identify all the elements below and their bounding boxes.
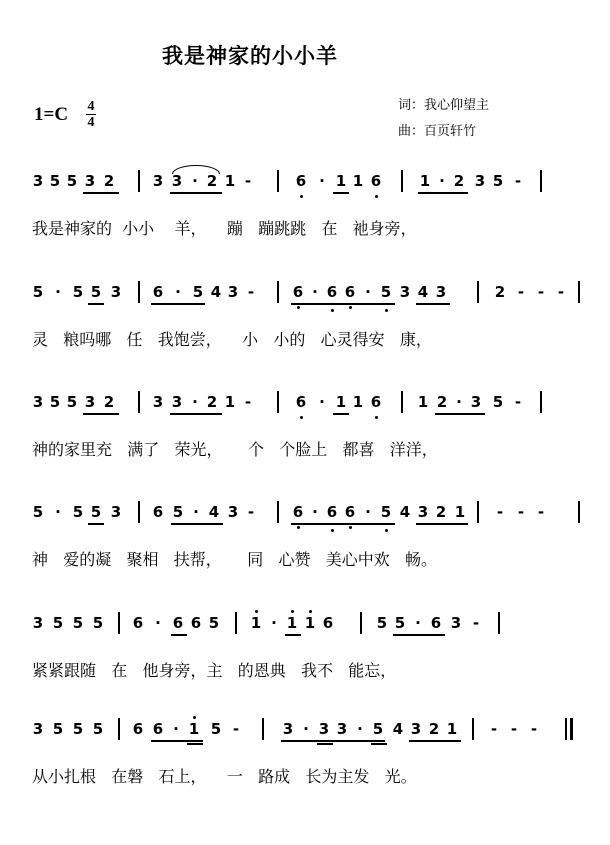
note: - <box>247 503 255 521</box>
underline <box>88 523 104 525</box>
underline <box>151 740 203 742</box>
note: 4 <box>392 720 404 738</box>
lyrics-line: 紧紧跟随 在 他身旁，主 的恩典 我不 能忘， <box>32 661 397 680</box>
note: 2 <box>494 283 506 301</box>
score-system-5 <box>0 610 610 720</box>
note: · <box>55 283 61 301</box>
tie <box>172 165 220 174</box>
notation-line <box>0 279 610 309</box>
note: 6 <box>370 393 382 411</box>
notation-line <box>0 168 610 198</box>
note: · <box>365 503 371 521</box>
note: - <box>517 503 525 521</box>
low-octave-dot <box>300 195 303 198</box>
note: 1 <box>188 720 200 738</box>
note: - <box>472 614 480 632</box>
note: 5 <box>376 614 388 632</box>
note: 5 <box>49 172 61 190</box>
note: 5 <box>92 720 104 738</box>
underline <box>416 523 468 525</box>
underline <box>333 192 349 194</box>
underline <box>281 740 385 742</box>
note: · <box>303 720 309 738</box>
notation-line <box>0 499 610 529</box>
barline <box>118 612 120 634</box>
note: 3 <box>84 172 96 190</box>
note: - <box>530 720 538 738</box>
note: 1 <box>352 172 364 190</box>
low-octave-dot <box>385 529 388 532</box>
barline <box>578 501 580 523</box>
note: 5 <box>49 393 61 411</box>
note: 1 <box>454 503 466 521</box>
note: 5 <box>66 393 78 411</box>
note: 1 <box>446 720 458 738</box>
note: · <box>192 393 198 411</box>
note: - <box>517 283 525 301</box>
note: · <box>365 283 371 301</box>
note: 6 <box>326 283 338 301</box>
underline <box>416 303 450 305</box>
note: 3 <box>336 720 348 738</box>
barline <box>277 281 279 303</box>
barline <box>360 612 362 634</box>
note: · <box>312 503 318 521</box>
underline <box>418 192 468 194</box>
note: 2 <box>453 172 465 190</box>
underline <box>88 303 104 305</box>
barline <box>138 391 140 413</box>
note: · <box>193 503 199 521</box>
note: - <box>537 503 545 521</box>
note: 5 <box>92 614 104 632</box>
underline <box>393 634 445 636</box>
underline <box>291 523 395 525</box>
lyrics-line: 灵 粮吗哪 任 我饱尝， 小 小的 心灵得安 康， <box>32 330 432 349</box>
note: - <box>514 172 522 190</box>
notation-line <box>0 716 610 746</box>
note: - <box>514 393 522 411</box>
note: 3 <box>227 503 239 521</box>
score-system-6 <box>0 716 610 826</box>
note: 1 <box>224 172 236 190</box>
note: - <box>537 283 545 301</box>
note: 6 <box>292 283 304 301</box>
key-signature: 1=C <box>34 104 69 125</box>
barline <box>235 612 237 634</box>
note: 5 <box>380 283 392 301</box>
score-system-2 <box>0 279 610 389</box>
note: 5 <box>192 283 204 301</box>
note: 5 <box>72 283 84 301</box>
underline <box>317 743 333 745</box>
underline <box>151 303 205 305</box>
note: 6 <box>322 614 334 632</box>
underline <box>371 743 387 745</box>
note: - <box>490 720 498 738</box>
note: 3 <box>318 720 330 738</box>
note: 1 <box>335 393 347 411</box>
high-octave-dot <box>291 610 294 613</box>
note: 1 <box>419 172 431 190</box>
underline <box>435 413 485 415</box>
note: 6 <box>152 720 164 738</box>
underline <box>333 413 349 415</box>
note: 3 <box>171 172 183 190</box>
note: 2 <box>103 172 115 190</box>
note: 5 <box>32 283 44 301</box>
note: · <box>173 720 179 738</box>
note: 3 <box>417 503 429 521</box>
underline <box>171 523 223 525</box>
note: · <box>439 172 445 190</box>
note: 5 <box>492 393 504 411</box>
low-octave-dot <box>375 195 378 198</box>
lyrics-line: 神 爱的凝 聚相 扶帮， 同 心赞 美心中欢 畅。 <box>32 550 437 569</box>
barline <box>540 391 542 413</box>
barline <box>277 501 279 523</box>
barline <box>578 281 580 303</box>
note: · <box>192 172 198 190</box>
note: 3 <box>227 283 239 301</box>
note: 5 <box>52 720 64 738</box>
note: · <box>456 393 462 411</box>
note: · <box>415 614 421 632</box>
underline <box>285 634 301 636</box>
note: 3 <box>399 283 411 301</box>
high-octave-dot <box>193 716 196 719</box>
note: 3 <box>152 172 164 190</box>
note: 5 <box>394 614 406 632</box>
note: 5 <box>380 503 392 521</box>
note: · <box>55 503 61 521</box>
note: 1 <box>335 172 347 190</box>
high-octave-dot <box>309 610 312 613</box>
note: 6 <box>326 503 338 521</box>
barline <box>262 718 264 740</box>
note: 6 <box>152 283 164 301</box>
note: 2 <box>206 393 218 411</box>
note: 3 <box>152 393 164 411</box>
note: - <box>232 720 240 738</box>
barline <box>498 612 500 634</box>
note: 6 <box>344 283 356 301</box>
note: 3 <box>435 283 447 301</box>
note: 3 <box>474 172 486 190</box>
note: 3 <box>410 720 422 738</box>
note: 6 <box>152 503 164 521</box>
note: 2 <box>435 503 447 521</box>
note: 3 <box>171 393 183 411</box>
note: 6 <box>190 614 202 632</box>
note: 5 <box>90 283 102 301</box>
barline <box>401 391 403 413</box>
barline <box>138 501 140 523</box>
note: 4 <box>417 283 429 301</box>
low-octave-dot <box>375 416 378 419</box>
note: 5 <box>208 614 220 632</box>
underline <box>171 634 187 636</box>
note: · <box>312 283 318 301</box>
note: 3 <box>32 172 44 190</box>
underline <box>187 743 203 745</box>
note: - <box>244 393 252 411</box>
note: - <box>244 172 252 190</box>
low-octave-dot <box>385 309 388 312</box>
note: 6 <box>172 614 184 632</box>
note: 2 <box>436 393 448 411</box>
note: 1 <box>250 614 262 632</box>
underline <box>83 413 119 415</box>
lyrics-line: 我是神家的 小小 羊， 蹦 蹦跳跳 在 祂身旁， <box>32 219 417 238</box>
note: 6 <box>370 172 382 190</box>
note: 1 <box>286 614 298 632</box>
note: 1 <box>304 614 316 632</box>
barline <box>472 718 474 740</box>
note: 4 <box>210 283 222 301</box>
note: 5 <box>72 614 84 632</box>
note: 5 <box>66 172 78 190</box>
low-octave-dot <box>331 309 334 312</box>
note: 1 <box>352 393 364 411</box>
note: 3 <box>32 393 44 411</box>
note: · <box>271 614 277 632</box>
note: · <box>319 172 325 190</box>
note: 5 <box>72 720 84 738</box>
time-signature-bottom: 4 <box>87 115 95 130</box>
barline <box>477 281 479 303</box>
note: 3 <box>470 393 482 411</box>
note: 2 <box>428 720 440 738</box>
note: 6 <box>295 172 307 190</box>
note: 6 <box>430 614 442 632</box>
note: - <box>557 283 565 301</box>
note: · <box>319 393 325 411</box>
lyricist-credit: 词：我心仰望主 <box>398 98 490 113</box>
score-system-3 <box>0 389 610 499</box>
underline <box>83 192 119 194</box>
note: - <box>496 503 504 521</box>
note: 4 <box>208 503 220 521</box>
note: 5 <box>72 503 84 521</box>
barline <box>477 501 479 523</box>
note: 3 <box>32 720 44 738</box>
note: 6 <box>295 393 307 411</box>
note: 6 <box>132 614 144 632</box>
score-system-4 <box>0 499 610 609</box>
note: 6 <box>292 503 304 521</box>
barline <box>401 170 403 192</box>
underline <box>409 740 461 742</box>
note: 5 <box>90 503 102 521</box>
note: 5 <box>372 720 384 738</box>
underline <box>170 192 222 194</box>
composer-credit: 曲：百页轩竹 <box>398 124 477 139</box>
barline <box>118 718 120 740</box>
lyrics-line: 从小扎根 在磐 石上， 一 路成 长为主发 光。 <box>32 767 417 786</box>
barline <box>540 170 542 192</box>
low-octave-dot <box>349 306 352 309</box>
final-barline-thin <box>565 718 567 740</box>
note: 1 <box>417 393 429 411</box>
note: 2 <box>206 172 218 190</box>
underline <box>291 303 395 305</box>
note: 5 <box>172 503 184 521</box>
notation-line <box>0 389 610 419</box>
time-signature <box>85 99 97 130</box>
note: 5 <box>32 503 44 521</box>
lyrics-line: 神的家里充 满了 荣光， 个 个脸上 都喜 洋洋， <box>32 440 438 459</box>
note: 3 <box>32 614 44 632</box>
barline <box>277 391 279 413</box>
high-octave-dot <box>255 610 258 613</box>
barline <box>138 170 140 192</box>
note: 3 <box>450 614 462 632</box>
song-title: 我是神家的小小羊 <box>162 43 338 68</box>
final-barline-thick <box>570 718 573 740</box>
low-octave-dot <box>297 526 300 529</box>
note: 6 <box>344 503 356 521</box>
low-octave-dot <box>349 526 352 529</box>
note: 5 <box>210 720 222 738</box>
score-system-1 <box>0 168 610 278</box>
time-signature-top: 4 <box>87 99 95 114</box>
note: 5 <box>492 172 504 190</box>
note: · <box>155 614 161 632</box>
note: 5 <box>52 614 64 632</box>
low-octave-dot <box>300 416 303 419</box>
note: 2 <box>103 393 115 411</box>
low-octave-dot <box>297 306 300 309</box>
notation-line <box>0 610 610 640</box>
note: 3 <box>282 720 294 738</box>
note: 4 <box>399 503 411 521</box>
barline <box>138 281 140 303</box>
note: 3 <box>84 393 96 411</box>
note: · <box>175 283 181 301</box>
underline <box>170 413 222 415</box>
note: - <box>247 283 255 301</box>
note: 3 <box>110 503 122 521</box>
note: 6 <box>132 720 144 738</box>
low-octave-dot <box>331 529 334 532</box>
note: 1 <box>224 393 236 411</box>
note: · <box>357 720 363 738</box>
note: 3 <box>110 283 122 301</box>
note: - <box>510 720 518 738</box>
barline <box>277 170 279 192</box>
